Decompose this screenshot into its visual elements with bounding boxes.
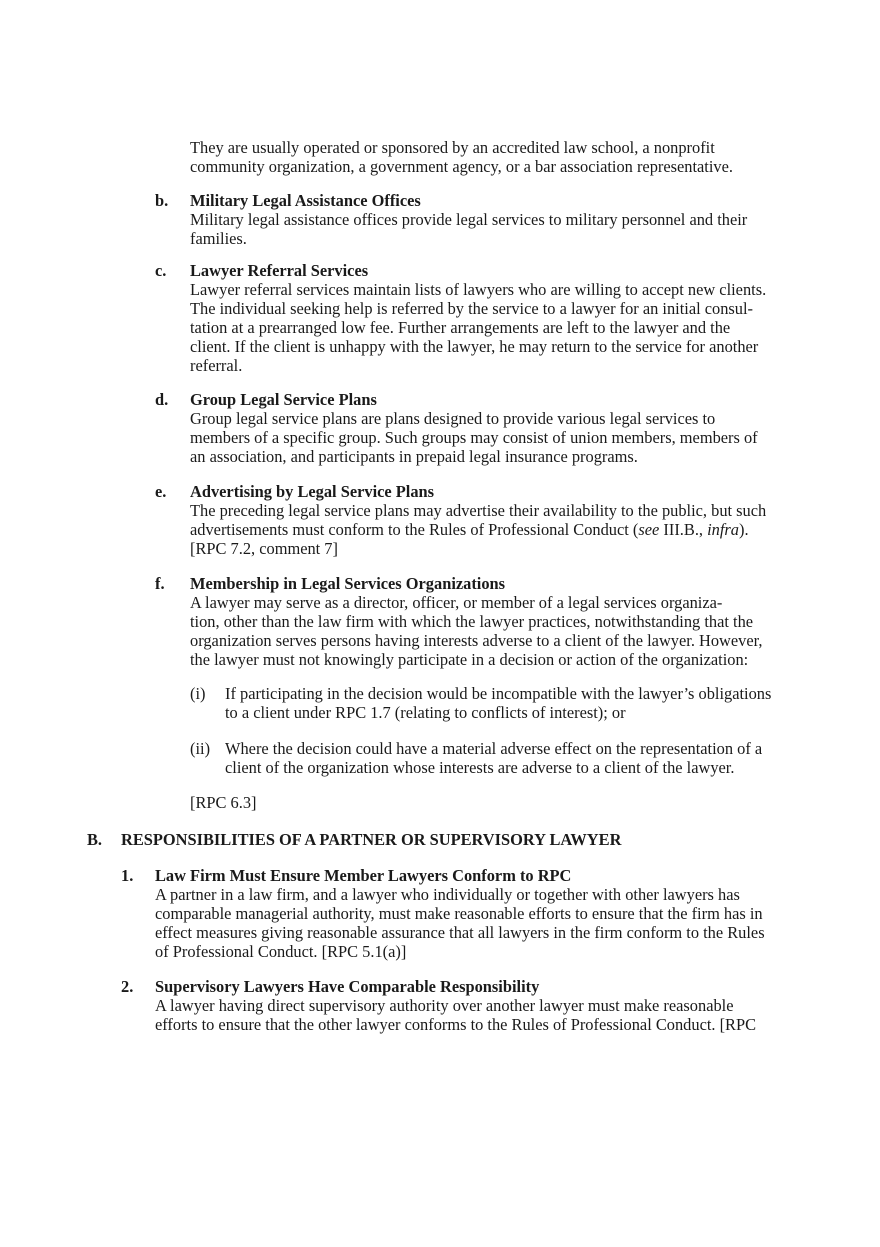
point-line: A partner in a law firm, and a lawyer who individually or together with other lawyers has — [155, 885, 740, 904]
item-citation: [RPC 7.2, comment 7] — [190, 539, 338, 558]
item-heading: Advertising by Legal Service Plans — [190, 482, 435, 501]
item-line: Lawyer referral services maintain lists of lawyers who are willing to accept new clients. — [190, 280, 767, 299]
item-line: A lawyer may serve as a director, officer, or member of a legal services organiza- — [190, 593, 723, 612]
item-letter: c. — [155, 261, 167, 280]
point-number: 1. — [121, 866, 134, 885]
item-heading: Military Legal Assistance Offices — [190, 191, 421, 210]
point-line: A lawyer having direct supervisory authority over another lawyer must make reasonable — [155, 996, 734, 1015]
item-line: an association, and participants in prepaid legal insurance programs. — [190, 447, 638, 466]
text-run: advertisements must conform to the Rules of Professional Conduct ( — [190, 520, 639, 539]
italic-infra: infra — [707, 520, 740, 539]
item-line: Military legal assistance offices provide legal services to military personnel and their — [190, 210, 748, 229]
item-letter: e. — [155, 482, 167, 501]
section-title: RESPONSIBILITIES OF A PARTNER OR SUPERVISORY LAWYER — [121, 830, 622, 849]
intro-line: They are usually operated or sponsored by an accredited law school, a nonprofit — [190, 138, 715, 157]
item-line: members of a specific group. Such groups may consist of union members, members of — [190, 428, 758, 447]
item-letter: b. — [155, 191, 169, 210]
item-line: referral. — [190, 356, 243, 375]
item-lawyer-referral — [190, 261, 800, 375]
item-heading: Membership in Legal Services Organizations — [190, 574, 506, 593]
point-number: 2. — [121, 977, 134, 996]
item-membership — [190, 574, 800, 669]
item-line: The individual seeking help is referred by the service to a lawyer for an initial consul- — [190, 299, 754, 318]
italic-see: see — [638, 520, 660, 539]
point-law-firm — [155, 866, 800, 961]
item-group-legal-service — [190, 390, 800, 466]
subitem-number: (i) — [190, 684, 206, 703]
point-line: efforts to ensure that the other lawyer conforms to the Rules of Professional Conduct. [RPC — [155, 1015, 757, 1034]
subitem-text — [225, 684, 800, 722]
item-line: client. If the client is unhappy with the lawyer, he may return to the service for another — [190, 337, 759, 356]
item-line: the lawyer must not knowingly participate in a decision or action of the organization: — [190, 650, 749, 669]
text-run: ). — [739, 520, 749, 539]
section-letter: B. — [87, 830, 103, 849]
item-advertising — [190, 482, 800, 558]
point-supervisory — [155, 977, 800, 1034]
text-run: III.B., — [659, 520, 708, 539]
item-line: Group legal service plans are plans designed to provide various legal services to — [190, 409, 716, 428]
item-line: The preceding legal service plans may advertise their availability to the public, but such — [190, 501, 767, 520]
item-heading: Lawyer Referral Services — [190, 261, 369, 280]
subitem-text — [225, 739, 800, 777]
item-letter: d. — [155, 390, 169, 409]
point-line: of Professional Conduct. [RPC 5.1(a)] — [155, 942, 407, 961]
subitem-line: Where the decision could have a material adverse effect on the representation of a — [225, 739, 763, 758]
point-line: effect measures giving reasonable assurance that all lawyers in the firm conform to the Rules — [155, 923, 765, 942]
point-line: comparable managerial authority, must make reasonable efforts to ensure that the firm has in — [155, 904, 763, 923]
intro-paragraph — [190, 138, 800, 176]
item-line: tation at a prearranged low fee. Further arrangements are left to the lawyer and the — [190, 318, 731, 337]
item-heading: Group Legal Service Plans — [190, 390, 377, 409]
item-citation: [RPC 6.3] — [190, 793, 257, 812]
item-letter: f. — [155, 574, 165, 593]
point-heading: Law Firm Must Ensure Member Lawyers Conform to RPC — [155, 866, 572, 885]
item-line: organization serves persons having interests adverse to a client of the lawyer. However, — [190, 631, 763, 650]
item-line — [190, 520, 800, 539]
item-line: tion, other than the law firm with which the lawyer practices, notwithstanding that the — [190, 612, 754, 631]
subitem-number: (ii) — [190, 739, 211, 758]
item-line: families. — [190, 229, 247, 248]
intro-line: community organization, a government agency, or a bar association representative. — [190, 157, 733, 176]
subitem-line: If participating in the decision would be incompatible with the lawyer’s obligations — [225, 684, 772, 703]
subitem-line: to a client under RPC 1.7 (relating to conflicts of interest); or — [225, 703, 626, 722]
point-heading: Supervisory Lawyers Have Comparable Responsibility — [155, 977, 540, 996]
subitem-line: client of the organization whose interests are adverse to a client of the lawyer. — [225, 758, 735, 777]
item-military-legal-assistance — [190, 191, 800, 248]
